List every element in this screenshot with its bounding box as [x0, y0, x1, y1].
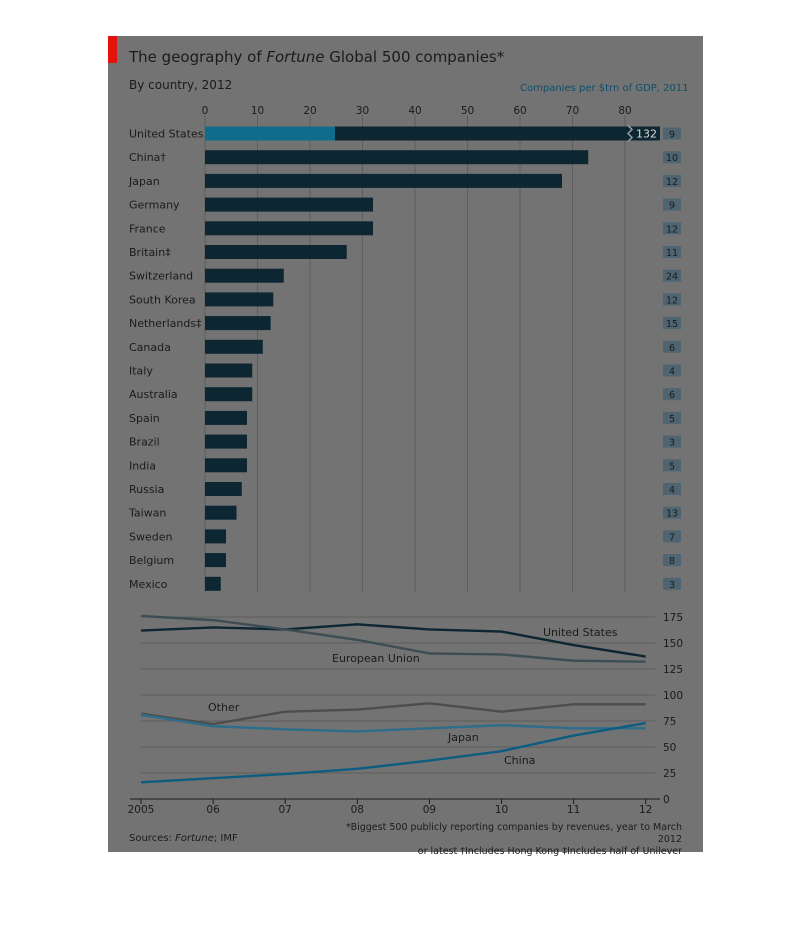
bar-category-label: Sweden	[129, 530, 173, 544]
line-xtick-label: 07	[278, 804, 292, 816]
gdp-ratio-value: 12	[665, 224, 679, 236]
bar-xtick-label: 70	[565, 105, 580, 117]
bar	[205, 435, 247, 449]
gdp-ratio-value: 4	[668, 366, 676, 378]
gdp-ratio-value: 9	[668, 129, 676, 141]
line-ytick-label: 150	[663, 638, 684, 650]
bar	[205, 411, 247, 425]
gdp-ratio-value: 13	[665, 508, 679, 520]
bar-category-label: Australia	[129, 388, 178, 402]
footnote	[322, 822, 682, 858]
bar-category-label: Netherlands‡	[129, 317, 202, 331]
sources-note	[129, 833, 238, 844]
title-italic: Fortune	[266, 48, 325, 66]
sources-italic: Fortune	[175, 833, 214, 844]
bar-xtick-label: 10	[250, 105, 265, 117]
gdp-ratio-value: 12	[665, 176, 679, 188]
title-prefix: The geography of	[129, 48, 267, 66]
line-ytick-label: 125	[663, 664, 684, 676]
bar	[205, 292, 273, 306]
gdp-ratio-value: 8	[668, 556, 676, 568]
line-ytick-label: 25	[663, 768, 677, 780]
footnote-line-1: *Biggest 500 publicly reporting companies by revenues, year to March 2012	[345, 822, 682, 845]
bar	[205, 553, 226, 567]
bar	[205, 458, 247, 472]
line-ytick-label: 175	[663, 612, 684, 624]
bar-category-label: United States	[129, 127, 204, 141]
title-suffix: Global 500 companies*	[324, 48, 505, 66]
bar-category-label: Belgium	[129, 554, 175, 568]
bar-xtick-label: 30	[355, 105, 370, 117]
gdp-ratio-value: 6	[668, 390, 676, 402]
bar-xtick-label: 60	[513, 105, 527, 117]
line-xtick-label: 08	[350, 804, 364, 816]
bar-xtick-label: 40	[408, 105, 422, 117]
line-ytick-label: 100	[663, 690, 684, 702]
bar-category-label: Russia	[129, 483, 165, 496]
bar	[205, 316, 271, 330]
bar	[205, 198, 373, 212]
gdp-ratio-value: 12	[665, 295, 679, 307]
series-label: Other	[208, 701, 240, 714]
bar	[205, 387, 252, 401]
gdp-ratio-header: Companies per $trn of GDP, 2011	[520, 83, 689, 94]
line-xtick-label: 11	[566, 804, 581, 816]
series-label: Japan	[448, 731, 479, 744]
line-xtick-label: 12	[639, 804, 653, 816]
gdp-ratio-value: 11	[665, 248, 679, 259]
bar-value-label: 132	[636, 127, 657, 141]
line-ytick-label: 0	[663, 794, 670, 806]
bar-category-label: China†	[129, 151, 166, 165]
line-xtick-label: 10	[494, 804, 509, 816]
bar-category-label: Spain	[129, 411, 160, 425]
series-label: China	[504, 754, 536, 767]
bar-category-label: Brazil	[129, 435, 160, 449]
gdp-ratio-value: 3	[668, 437, 676, 449]
bar	[205, 245, 347, 259]
sources-suffix: ; IMF	[213, 833, 238, 844]
bar-category-label: Germany	[129, 198, 180, 212]
bar	[205, 482, 242, 496]
bar-category-label: India	[129, 459, 156, 473]
bar	[205, 174, 562, 188]
bar-xtick-label: 0	[201, 105, 209, 117]
bar-xtick-label: 50	[460, 105, 475, 117]
gdp-ratio-value: 24	[665, 271, 679, 283]
series-label: United States	[543, 626, 618, 639]
bar	[205, 529, 226, 543]
bar-category-label: Italy	[129, 364, 153, 378]
gdp-ratio-value: 9	[668, 200, 676, 212]
bar-xtick-label: 20	[303, 105, 317, 117]
bar-category-label: Japan	[129, 174, 160, 188]
bar-xtick-label: 80	[618, 105, 632, 117]
bar-highlight	[205, 127, 335, 141]
gdp-ratio-value: 5	[668, 461, 676, 473]
chart-subtitle: By country, 2012	[129, 78, 233, 92]
bar-category-label: Switzerland	[129, 269, 194, 283]
gdp-ratio-value: 3	[668, 579, 676, 591]
gdp-ratio-value: 4	[668, 485, 676, 496]
bar	[205, 269, 284, 283]
line-ytick-label: 75	[663, 716, 677, 728]
gdp-ratio-value: 15	[665, 319, 679, 331]
bar-category-label: France	[129, 222, 166, 236]
bar	[205, 577, 221, 591]
series-label: European Union	[332, 652, 420, 665]
gdp-ratio-value: 7	[668, 532, 676, 544]
bar-category-label: Canada	[129, 340, 171, 354]
gdp-ratio-value: 5	[668, 413, 676, 425]
line-ytick-label: 50	[663, 742, 677, 754]
footnote-line-2: or latest †Includes Hong Kong ‡Includes half of Unilever	[417, 846, 682, 857]
line-xtick-label: 09	[422, 804, 437, 816]
bar-category-label: Mexico	[129, 577, 168, 591]
sources-prefix: Sources:	[129, 833, 176, 844]
line-xtick-label: 2005	[127, 804, 155, 816]
bar	[205, 364, 252, 378]
bar-category-label: Britain‡	[129, 246, 171, 259]
line-xtick-label: 06	[206, 804, 220, 816]
gdp-ratio-value: 10	[665, 153, 679, 165]
bar	[205, 506, 237, 520]
bar	[205, 150, 588, 164]
bar-category-label: South Korea	[129, 293, 196, 307]
bar	[205, 221, 373, 235]
bar-category-label: Taiwan	[129, 506, 167, 520]
gdp-ratio-value: 6	[668, 342, 676, 354]
bar	[205, 340, 263, 354]
